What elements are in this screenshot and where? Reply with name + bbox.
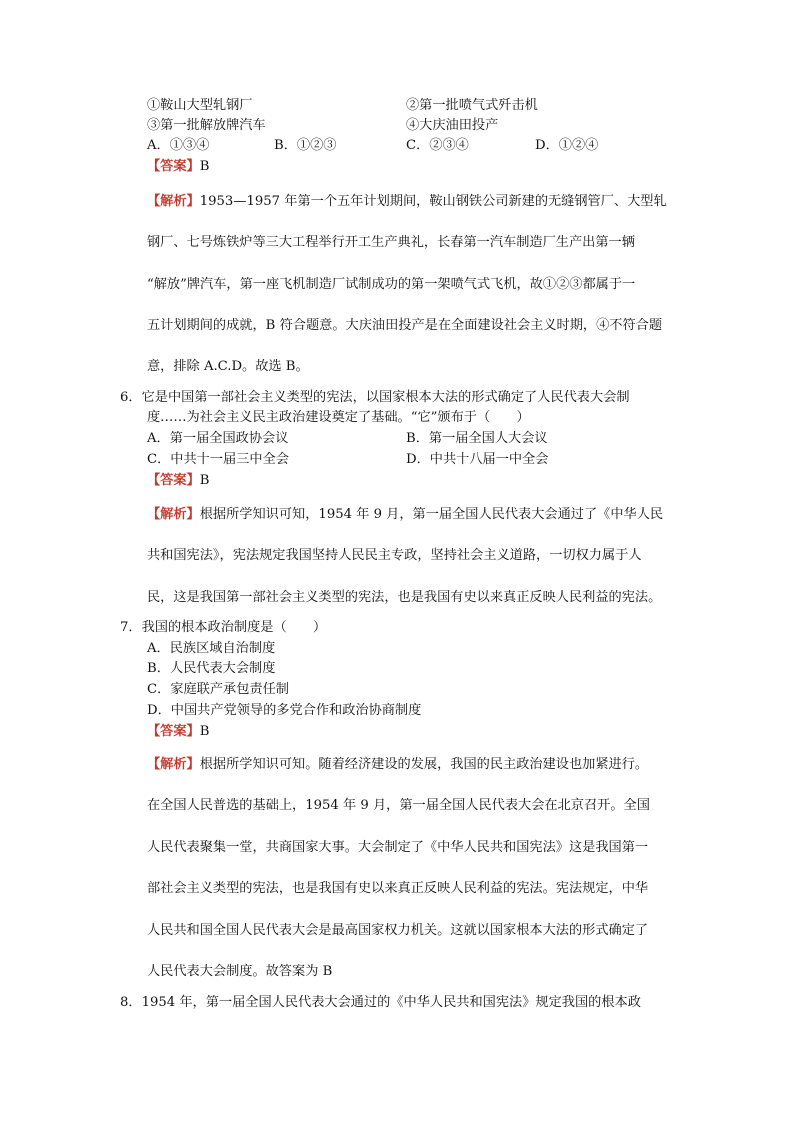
q6-option-c: C．中共十一届三中全会	[147, 452, 289, 467]
q6-analysis-text: 根据所学知识可知，1954 年 9 月，第一届全国人民代表大会通过了《中华人民	[199, 507, 664, 522]
q7-analysis-line-2: 在全国人民普选的基础上，1954 年 9 月，第一届全国人民代表大会在北京召开。全国	[147, 798, 650, 813]
q5-item-2: ②第一批喷气式歼击机	[406, 98, 538, 113]
q6-answer-value: B	[199, 473, 210, 488]
q7-analysis-line-4: 部社会主义类型的宪法，也是我国有史以来真正反映人民利益的宪法。宪法规定，中华	[147, 881, 649, 896]
q6-option-a: A．第一届全国政协会议	[147, 431, 289, 446]
q5-option-a: A．①③④	[147, 138, 210, 153]
q7-analysis-line-1	[147, 756, 648, 774]
q5-answer	[147, 158, 209, 176]
q7-analysis-line-5: 人民共和国全国人民代表大会是最高国家权力机关。这就以国家根本大法的形式确定了	[147, 923, 649, 938]
q7-answer-value: B	[199, 724, 210, 739]
q7-option-b: B．人民代表大会制度	[147, 661, 276, 676]
q6-analysis-line-3: 民，这是我国第一部社会主义类型的宪法，也是我国有史以来真正反映人民利益的宪法。	[147, 590, 662, 605]
q5-analysis-line-3: “解放”牌汽车，第一座飞机制造厂试制成功的第一架喷气式飞机，故①②③都属于一	[147, 277, 636, 292]
q5-analysis-text: 1953—1957 年第一个五年计划期间，鞍山钢铁公司新建的无缝钢管厂、大型轧	[199, 194, 667, 209]
q7-answer	[147, 723, 209, 741]
q6-answer-tag: 【答案】	[147, 473, 200, 488]
q5-item-4: ④大庆油田投产	[406, 118, 499, 133]
q7-analysis-tag: 【解析】	[147, 757, 200, 772]
q7-answer-tag: 【答案】	[147, 724, 200, 739]
q6-analysis-line-2: 共和国宪法》，宪法规定我国坚持人民民主专政，坚持社会主义道路，一切权力属于人	[147, 548, 642, 563]
q6-analysis-tag: 【解析】	[147, 507, 200, 522]
q7-stem: 7．我国的根本政治制度是（ ）	[120, 620, 327, 635]
q7-option-c: C．家庭联产承包责任制	[147, 682, 289, 697]
q7-analysis-line-3: 人民代表聚集一堂，共商国家大事。大会制定了《中华人民共和国宪法》这是我国第一	[147, 840, 649, 855]
q5-answer-tag: 【答案】	[147, 159, 200, 174]
q5-item-1: ①鞍山大型轧钢厂	[147, 98, 253, 113]
q5-option-c: C．②③④	[406, 138, 469, 153]
q7-option-a: A．民族区域自治制度	[147, 641, 276, 656]
q5-analysis-line-5: 意，排除 A.C.D。故选 B。	[147, 359, 309, 374]
q5-analysis-line-1	[147, 193, 667, 211]
q5-analysis-line-4: 五计划期间的成就，B 符合题意。大庆油田投产是在全面建设社会主义时期，④不符合题	[147, 318, 663, 333]
q7-analysis-text: 根据所学知识可知。随着经济建设的发展，我国的民主政治建设也加紧进行。	[199, 757, 649, 772]
q7-analysis-line-6: 人民代表大会制度。故答案为 B	[147, 964, 333, 979]
q5-analysis-line-2: 钢厂、七号炼铁炉等三大工程举行开工生产典礼，长春第一汽车制造厂生产出第一辆	[147, 235, 635, 250]
q6-option-b: B．第一届全国人大会议	[406, 431, 548, 446]
q5-analysis-tag: 【解析】	[147, 194, 200, 209]
q5-item-3: ③第一批解放牌汽车	[147, 118, 266, 133]
q7-option-d: D．中国共产党领导的多党合作和政治协商制度	[147, 703, 422, 718]
q6-answer	[147, 472, 209, 490]
q6-analysis-line-1	[147, 506, 663, 524]
q5-option-b: B．①②③	[274, 138, 337, 153]
q6-option-d: D．中共十八届一中全会	[406, 452, 549, 467]
q5-answer-value: B	[199, 159, 210, 174]
q5-option-d: D．①②④	[535, 138, 599, 153]
q6-stem-line-1: 6．它是中国第一部社会主义类型的宪法，以国家根本大法的形式确定了人民代表大会制	[120, 390, 630, 405]
q8-stem: 8．1954 年，第一届全国人民代表大会通过的《中华人民共和国宪法》规定我国的根本政	[120, 995, 641, 1010]
q6-stem-line-2: 度……为社会主义民主政治建设奠定了基础。“它”颁布于（ ）	[147, 410, 530, 425]
